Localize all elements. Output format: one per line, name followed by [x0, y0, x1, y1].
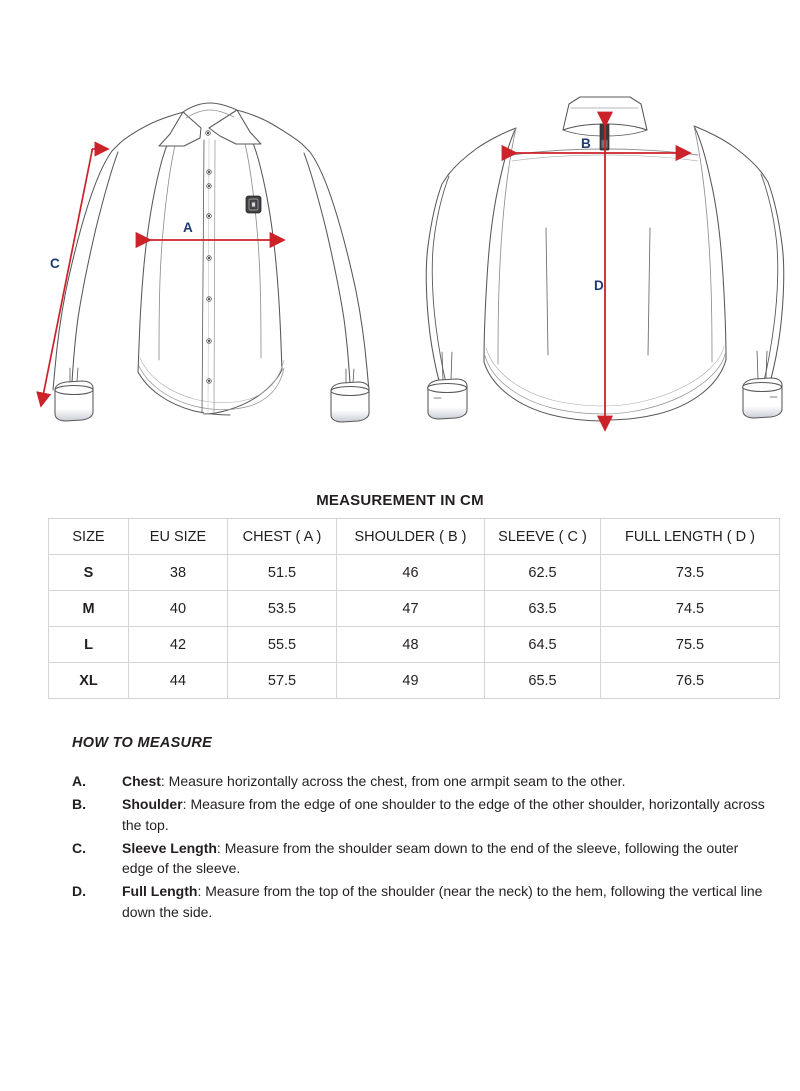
measure-term-a: Chest [122, 773, 161, 789]
cell-eu-size: 44 [129, 663, 228, 699]
cell-chest: 55.5 [228, 627, 337, 663]
cell-size: M [49, 591, 129, 627]
front-shirt-illustration [53, 103, 369, 422]
table-row [49, 627, 780, 663]
measure-instruction-a [72, 771, 772, 791]
marker-label-c: C [50, 256, 60, 271]
chest-logo-icon [246, 196, 261, 213]
cell-shoulder: 47 [337, 591, 485, 627]
measure-letter-d: D. [72, 883, 86, 900]
cell-eu-size: 42 [129, 627, 228, 663]
measure-term-c: Sleeve Length [122, 839, 217, 856]
marker-label-a: A [183, 220, 193, 235]
cell-size: XL [49, 663, 129, 699]
measure-description-c [122, 838, 772, 879]
size-table-container [48, 518, 779, 699]
measure-letter-a: A. [72, 773, 86, 789]
cell-chest: 53.5 [228, 591, 337, 627]
column-header-sleeve: SLEEVE ( C ) [485, 519, 601, 555]
how-to-measure-heading: HOW TO MEASURE [72, 735, 213, 751]
measure-description-b [122, 794, 772, 835]
cell-sleeve: 64.5 [485, 627, 601, 663]
cell-full-length: 74.5 [601, 591, 780, 627]
cell-sleeve: 62.5 [485, 555, 601, 591]
cell-full-length: 76.5 [601, 663, 780, 699]
cell-shoulder: 49 [337, 663, 485, 699]
measure-term-b: Shoulder [122, 796, 183, 813]
cell-size: S [49, 555, 129, 591]
column-header-full-length: FULL LENGTH ( D ) [601, 519, 780, 555]
cell-shoulder: 48 [337, 627, 485, 663]
how-to-measure-section [72, 735, 772, 925]
measurement-title: MEASUREMENT IN CM [316, 492, 484, 509]
cell-eu-size: 38 [129, 555, 228, 591]
measure-term-d: Full Length [122, 883, 198, 900]
table-row [49, 591, 780, 627]
column-header-size: SIZE [49, 519, 129, 555]
table-header-row [49, 519, 780, 555]
cell-chest: 57.5 [228, 663, 337, 699]
measure-letter-c: C. [72, 839, 86, 856]
measure-body-b: : Measure from the edge of one shoulder to the edge of the other shoulder, horizontally across the top. [122, 796, 765, 833]
shirt-illustrations [0, 0, 800, 470]
marker-label-d: D [594, 278, 604, 293]
column-header-shoulder: SHOULDER ( B ) [337, 519, 485, 555]
measure-body-a: : Measure horizontally across the chest, from one armpit seam to the other. [160, 773, 626, 789]
cell-chest: 51.5 [228, 555, 337, 591]
measure-description-a [122, 771, 772, 791]
column-header-chest: CHEST ( A ) [228, 519, 337, 555]
measure-instruction-d [72, 881, 772, 922]
measure-instruction-c [72, 838, 772, 879]
cell-eu-size: 40 [129, 591, 228, 627]
measure-description-d [122, 881, 772, 922]
size-table [48, 518, 780, 699]
cell-full-length: 73.5 [601, 555, 780, 591]
table-row [49, 663, 780, 699]
cell-sleeve: 65.5 [485, 663, 601, 699]
cell-size: L [49, 627, 129, 663]
measure-instruction-b [72, 794, 772, 835]
cell-shoulder: 46 [337, 555, 485, 591]
table-row [49, 555, 780, 591]
measure-letter-b: B. [72, 796, 86, 813]
marker-label-b: B [581, 136, 591, 151]
measure-body-d: : Measure from the top of the shoulder (near the neck) to the hem, following the vertical line down the side. [122, 883, 763, 920]
column-header-eu-size: EU SIZE [129, 519, 228, 555]
cell-sleeve: 63.5 [485, 591, 601, 627]
cell-full-length: 75.5 [601, 627, 780, 663]
measure-body-c: : Measure from the shoulder seam down to the end of the sleeve, following the outer edge of the sleeve. [122, 839, 739, 877]
back-shirt-illustration [418, 0, 783, 421]
